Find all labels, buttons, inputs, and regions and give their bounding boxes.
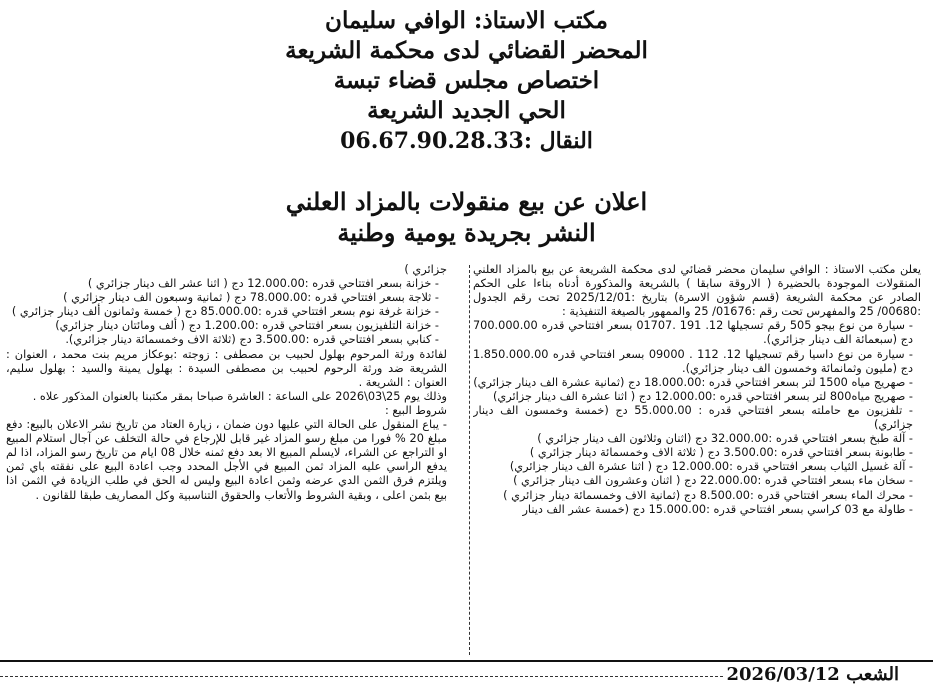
sale-date-paragraph: وذلك يوم 25\03\2026 على الساعة : العاشرة صباحا بمقر مكتبنا بالعنوان المذكور علاه . bbox=[32, 389, 447, 403]
item-line: - صهريج مياه800 لتر بسعر افتتاحي قدره :12.000.00 دج ( اثنا عشرة الف دينار جزائري) bbox=[493, 389, 913, 403]
notice-title bbox=[0, 186, 933, 248]
notice-intro: يعلن مكتب الاستاذ : الوافي سليمان محضر قضائي لدى محكمة الشريعة عن بيع بالمزاد العلني المنقولات الموجودة بالحضيرة ( الاروقة سابقا ) بالشريعة والمذكورة أدناه بناءا على الحكم الصادر عن محكمة الشريعة (قسم شؤون الاسرة) بتاريخ :2025/12/01 تحت رقم الجدول :00680/ 25 والمفهرس تحت رقم :01676/ 25 والممهور بالصيغة التنفيذية : bbox=[473, 263, 921, 319]
item-line: - طابونة بسعر افتتاحي قدره :3.500.00 دج ( ثلاثة الاف وخمسمائة دينار جزائري ) bbox=[529, 446, 913, 460]
footer-rule bbox=[0, 676, 723, 677]
item-line: - سيارة من نوع داسيا رقم تسجيلها 12. 112 . 09000 بسعر افتتاحي قدره 1.850.000.00 دج (مليون وثمانمائة وخمسون الف دينار جزائري). bbox=[473, 347, 914, 375]
left-column bbox=[6, 263, 447, 655]
item-line: - آلة طبخ بسعر افتتاحي قدره :32.000.00 دج (اثنان وثلاثون الف دينار جزائري ) bbox=[537, 432, 913, 446]
notice-title-line2: النشر بجريدة يومية وطنية bbox=[337, 218, 596, 247]
notice-title-line1: اعلان عن بيع منقولات بالمزاد العلني bbox=[285, 187, 648, 216]
item-line: - ثلاجة بسعر افتتاحي قدره :78.000.00 دج ( ثمانية وسبعون الف دينار جزائري ) bbox=[63, 291, 439, 305]
item-continuation: جزائري ) bbox=[404, 263, 447, 276]
office-address: الحي الجديد الشريعة bbox=[367, 97, 566, 124]
column-divider bbox=[469, 265, 471, 655]
item-line: - طاولة مع 03 كراسي بسعر افتتاحي قدره :15.000.00 دج (خمسة عشر الف دينار bbox=[522, 502, 913, 516]
office-court: المحضر القضائي لدى محكمة الشريعة bbox=[285, 37, 648, 64]
office-name: مكتب الاستاذ: الوافي سليمان bbox=[325, 7, 608, 34]
item-line: - كنابي بسعر افتتاحي قدره :3.500.00 دج (ثلاثة الاف وخمسمائة دينار جزائري). bbox=[65, 333, 439, 347]
item-line: - صهريج مياه 1500 لتر بسعر افتتاحي قدره :18.000.00 دج (ثمانية عشرة الف دينار جزائري) bbox=[473, 375, 913, 389]
item-line: - سيارة من نوع بيجو 505 رقم تسجيلها 12. 191 .01707 بسعر افتتاحي قدره 700.000.00 دج (سبعمائة الف دينار جزائري). bbox=[473, 319, 913, 347]
item-line: - خزانة التلفيزيون بسعر افتتاحي قدره :1.200.00 دج ( ألف ومائتان دينار جزائري) bbox=[55, 319, 439, 333]
bailiff-office-header bbox=[0, 6, 933, 156]
beneficiaries-paragraph: لفائدة ورثة المرحوم بهلول لحبيب بن مصطفى : زوجته :بوعكاز مريم بنت محمد ، العنوان : الشريعة ضد ورثة الرحوم لحبيب بن مصطفى السيدة : بهلول يمينة والسيد : بهلول سليم، العنوان : الشريعة . bbox=[6, 347, 447, 389]
item-line: - خزانة بسعر افتتاحي قدره :12.000.00 دج ( اثنا عشر الف دينار جزائري ) bbox=[87, 277, 439, 291]
item-line: - آلة غسيل الثياب بسعر افتتاحي قدره :12.000.00 دج ( اثنا عشرة الف دينار جزائري) bbox=[509, 460, 913, 474]
item-line: - سخان ماء بسعر افتتاحي قدره :22.000.00 دج ( اثنان وعشرون الف دينار جزائري ) bbox=[513, 474, 913, 488]
item-line: - تلفزيون مع حاملته بسعر افتتاحي قدره : 55.000.00 دج (خمسة وخمسون الف دينار جزائري) bbox=[473, 403, 913, 432]
item-line: - خزانة غرفة نوم بسعر افتتاحي قدره :85.000.00 دج ( خمسة وثمانون ألف دينار جزائري ) bbox=[11, 305, 439, 319]
sale-conditions-heading: شروط البيع : bbox=[384, 403, 447, 417]
right-column bbox=[473, 263, 921, 655]
office-phone: النقال :06.67.90.28.33 bbox=[340, 128, 593, 154]
office-jurisdiction: اختصاص مجلس قضاء تبسة bbox=[333, 67, 600, 94]
item-line: - محرك الماء بسعر افتتاحي قدره :8.500.00 دج (ثمانية الاف وخمسمائة دينار جزائري ) bbox=[503, 488, 913, 502]
sale-conditions-text: - يباع المنقول على الحالة التي عليها دون ضمان ، زيارة العتاد من تاريخ نشر الاعلان بالبيع: دفع مبلغ 20 % فورا من مبلغ رسو المزاد غير قابل للإرجاع في حالة التخلف عن آجال استلام المبيع او التراجع عن الشراء، لايسلم المبيع الا بعد دفع ثمنه خلال 08 ايام من تاريخ رسو المزاد، اذا لم يدفع الراسي عليه المزاد ثمن المبيع في الأجل المحدد وجب اعادة البيع على نفقته باي ثمن ويلتزم فرق الثمن الدي عرضه وثمن اعادة البيع وليس له الحق في طلب الزيادة في الثمن اذا بيع بثمن اعلى ، وبقية الشروط والأتعاب والحقوق التناسبية وكل المصاريف طبقا للقانون . bbox=[6, 418, 447, 502]
publication-date: الشعب 2026/03/12 bbox=[726, 664, 899, 685]
publication-footer bbox=[0, 660, 933, 692]
